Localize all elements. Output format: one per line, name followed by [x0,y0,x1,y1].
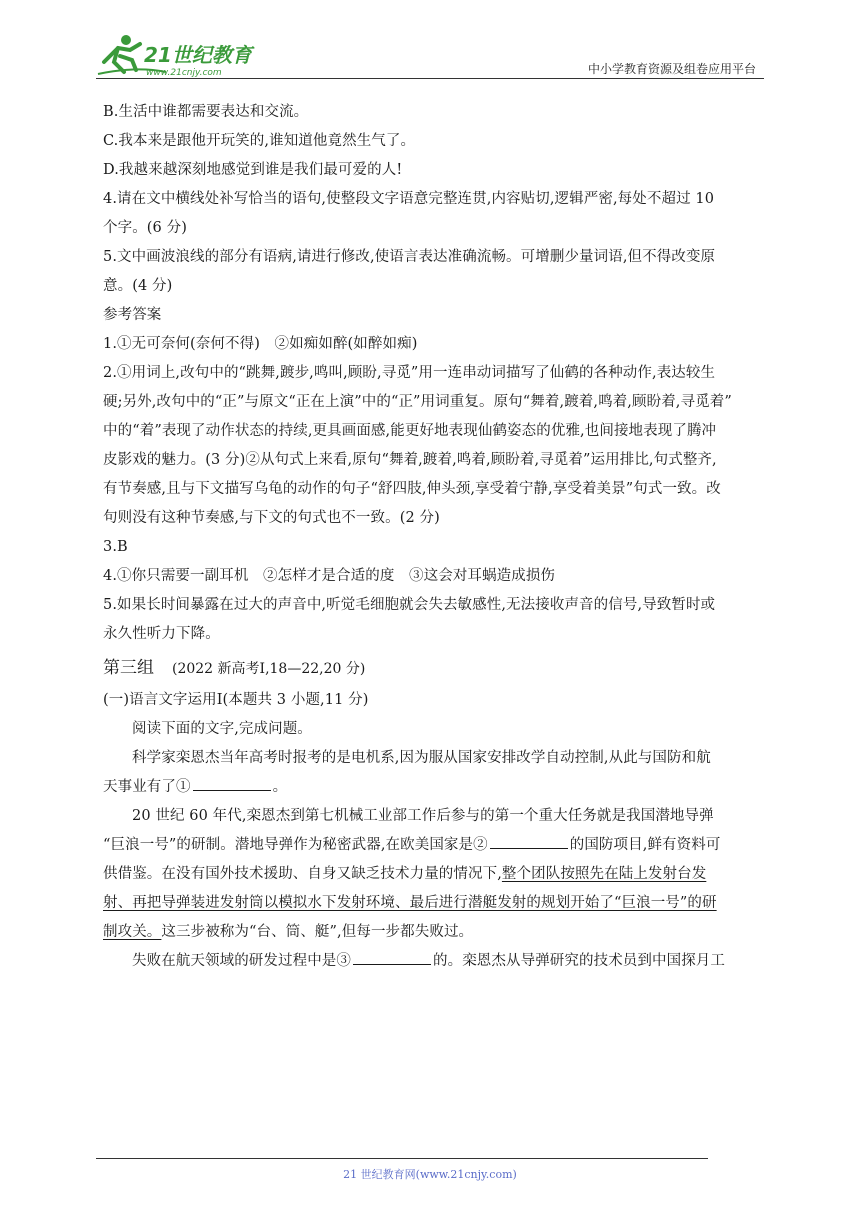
section-heading: (一)语言文字运用Ⅰ(本题共 3 小题,11 分) [103,692,369,708]
question-4-line-1: 4.请在文中横线处补写恰当的语句,使整段文字语意完整连贯,内容贴切,逻辑严密,每处不超过 10 [103,191,715,207]
paragraph-2-text-a: “巨浪一号”的研制。潜地导弹作为秘密武器,在欧美国家是② [103,837,488,853]
paragraph-3-text-a: 失败在航天领域的研发过程中是③ [132,953,351,969]
paragraph-2-line-2 [103,831,765,860]
paragraph-2-line-5 [103,918,765,947]
question-5-line-2: 意。(4 分) [103,278,173,294]
paragraph-1-end: 。 [272,779,288,795]
answer-2-line-4: 皮影戏的魅力。(3 分)②从句式上来看,原句“舞着,踱着,鸣着,顾盼着,寻觅着”运用排比,句式整齐, [103,452,717,468]
option-c: C.我本来是跟他开玩笑的,谁知道他竟然生气了。 [103,133,416,149]
paragraph-2-line-1: 20 世纪 60 年代,栾恩杰到第七机械工业部工作后参与的第一个重大任务就是我国潜地导弹 [132,808,714,824]
paragraph-1-line-1: 科学家栾恩杰当年高考时报考的是电机系,因为服从国家安排改学自动控制,从此与国防和航 [132,750,711,766]
question-5-line-1: 5.文中画波浪线的部分有语病,请进行修改,使语言表达准确流畅。可增删少量词语,但不得改变原 [103,249,716,265]
paragraph-2-text-e: 这三步被称为“台、筒、艇”,但每一步都失败过。 [161,924,474,940]
answer-2-line-2: 硬;另外,改句中的“正”与原文“正在上演”中的“正”用词重复。原句“舞着,踱着,鸣着,顾盼着,寻觅着” [103,394,732,410]
answer-4: 4.①你只需要一副耳机 ②怎样才是合适的度 ③这会对耳蜗造成损伤 [103,568,556,584]
logo-icon [96,32,266,78]
group-title-text: 第三组 [103,658,154,678]
paragraph-2-line-3 [103,860,765,889]
group-title [103,651,765,686]
answer-2-line-6: 句则没有这种节奏感,与下文的句式也不一致。(2 分) [103,510,440,526]
answer-2-line-5: 有节奏感,且与下文描写乌龟的动作的句子“舒四肢,伸头颈,享受着宁静,享受着美景”句式一致。改 [103,481,721,497]
question-4-line-2: 个字。(6 分) [103,220,187,236]
paragraph-2-text-c: 供借鉴。在没有国外技术援助、自身又缺乏技术力量的情况下, [103,866,502,882]
paragraph-1-line-2 [103,773,765,802]
answer-5-line-2: 永久性听力下降。 [103,626,220,642]
answer-2-line-3: 中的“着”表现了动作状态的持续,更具画面感,能更好地表现仙鹤姿态的优雅,也间接地表现了腾冲 [103,423,717,439]
page-header [96,30,764,82]
blank-3 [353,948,431,965]
paragraph-3-text-b: 的。栾恩杰从导弹研究的技术员到中国探月工 [433,953,725,969]
paragraph-2-text-b: 的国防项目,鲜有资料可 [569,837,721,853]
wavy-underlined-text-2: 射、再把导弹装进发射筒以模拟水下发射环境、最后进行潜艇发射的规划开始了“巨浪一号”的研 [103,895,717,911]
header-divider [96,78,764,79]
answers-heading: 参考答案 [103,307,162,323]
answer-3: 3.B [103,539,128,555]
answer-5-line-1: 5.如果长时间暴露在过大的声音中,听觉毛细胞就会失去敏感性,无法接收声音的信号,导致暂时或 [103,597,716,613]
blank-2 [490,832,568,849]
wavy-underlined-text-3: 制攻关。 [103,924,162,940]
footer-divider [96,1158,708,1159]
group-source: (2022 新高考Ⅰ,18—22,20 分) [172,661,366,677]
option-d: D.我越来越深刻地感觉到谁是我们最可爱的人! [103,162,403,178]
answer-2-line-1: 2.①用词上,改句中的“跳舞,踱步,鸣叫,顾盼,寻觅”用一连串动词描写了仙鹤的各种动作,表达较生 [103,365,716,381]
document-body [103,98,765,976]
paragraph-3-line-1 [103,947,765,976]
svg-text:21世纪教育: 21世纪教育 [144,43,252,67]
footer-text: 21 世纪教育网(www.21cnjy.com) [343,1168,517,1181]
svg-text:www.21cnjy.com: www.21cnjy.com [146,68,222,78]
blank-1 [193,774,271,791]
paragraph-2-line-4 [103,889,765,918]
instruction: 阅读下面的文字,完成问题。 [132,721,312,737]
option-b: B.生活中谁都需要表达和交流。 [103,104,309,120]
answer-1: 1.①无可奈何(奈何不得) ②如痴如醉(如醉如痴) [103,336,418,352]
wavy-underlined-text-1: 整个团队按照先在陆上发射台发 [501,866,707,882]
paragraph-1-text: 天事业有了① [103,779,191,795]
platform-name: 中小学教育资源及组卷应用平台 [587,62,756,76]
